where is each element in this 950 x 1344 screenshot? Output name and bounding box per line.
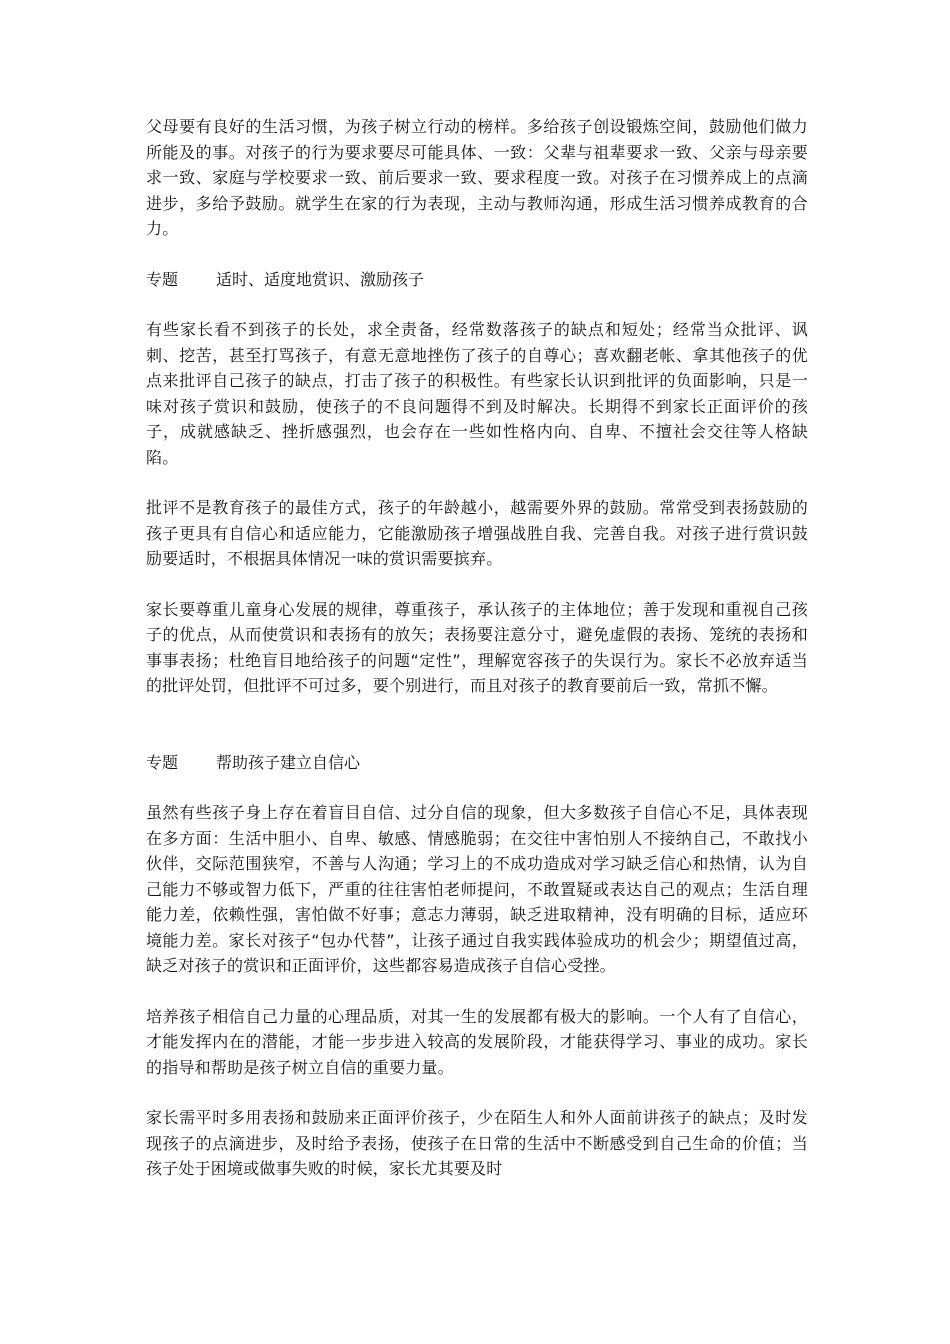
spacer [146, 979, 808, 1004]
heading-tag: 专题 [146, 752, 179, 772]
document-page [146, 114, 808, 1182]
paragraph-encouragement: 批评不是教育孩子的最佳方式，孩子的年龄越小，越需要外界的鼓励。常常受到表扬鼓励的孩子更具有自信心和适应能力，它能激励孩子增强战胜自我、完善自我。对孩子进行赏识鼓励要适时，不根据具体情况一味的赏识需要摈弃。 [146, 498, 808, 568]
heading-tag: 专题 [146, 269, 179, 289]
spacer [146, 1080, 808, 1105]
paragraph-habits: 父母要有良好的生活习惯，为孩子树立行动的榜样。多给孩子创设锻炼空间，鼓励他们做力所能及的事。对孩子的行为要求要尽可能具体、一致：父辈与祖辈要求一致、父亲与母亲要求一致、家庭与学校要求一致、前后要求一致、要求程度一致。对孩子在习惯养成上的点滴进步，多给予鼓励。就学生在家的行为表现，主动与教师沟通，形成生活习惯养成教育的合力。 [146, 117, 808, 238]
spacer [146, 470, 808, 495]
paragraph-low-confidence: 虽然有些孩子身上存在着盲目自信、过分自信的现象，但大多数孩子自信心不足，具体表现在多方面：生活中胆小、自卑、敏感、情感脆弱；在交往中害怕别人不接纳自己，不敢找小伙伴，交际范围狭窄，不善与人沟通；学习上的不成功造成对学习缺乏信心和热情，认为自己能力不够或智力低下，严重的往往害怕老师提问，不敢置疑或表达自己的观点；生活自理能力差，依赖性强，害怕做不好事；意志力薄弱，缺乏进取精神，没有明确的目标，适应环境能力差。家长对孩子“包办代替”，让孩子通过自我实践体验成功的机会少；期望值过高，缺乏对孩子的赏识和正面评价，这些都容易造成孩子自信心受挫。 [146, 803, 808, 975]
paragraph-respect: 家长要尊重儿童身心发展的规律，尊重孩子，承认孩子的主体地位；善于发现和重视自己孩子的优点，从而使赏识和表扬有的放矢；表扬要注意分寸，避免虚假的表扬、笼统的表扬和事事表扬；杜绝盲目地给孩子的问题“定性”，理解宽容孩子的失误行为。家长不必放弃适当的批评处罚，但批评不可过多，要个别进行，而且对孩子的教育要前后一致，常抓不懈。 [146, 599, 808, 695]
spacer [146, 242, 808, 267]
paragraph-self-belief: 培养孩子相信自己力量的心理品质，对其一生的发展都有极大的影响。一个人有了自信心，才能发挥内在的潜能，才能一步步进入较高的发展阶段，才能获得学习、事业的成功。家长的指导和帮助是孩子树立自信的重要力量。 [146, 1006, 808, 1077]
heading-title: 帮助孩子建立自信心 [216, 752, 361, 772]
spacer [146, 292, 808, 317]
heading-title: 适时、适度地赏识、激励孩子 [216, 269, 425, 289]
spacer [146, 775, 808, 800]
paragraph-parent-guidance: 家长需平时多用表扬和鼓励来正面评价孩子，少在陌生人和外人面前讲孩子的缺点；及时发现孩子的点滴进步，及时给予表扬，使孩子在日常的生活中不断感受到自己生命的价值；当孩子处于困境或做事失败的时候，家长尤其要及时 [146, 1108, 808, 1178]
section-heading-confidence [146, 750, 808, 776]
spacer [146, 572, 808, 597]
paragraph-criticism: 有些家长看不到孩子的长处，求全责备，经常数落孩子的缺点和短处；经常当众批评、讽刺、挖苦，甚至打骂孩子，有意无意地挫伤了孩子的自尊心；喜欢翻老帐、拿其他孩子的优点来批评自己孩子的缺点，打击了孩子的积极性。有些家长认识到批评的负面影响，只是一味对孩子赏识和鼓励，使孩子的不良问题得不到及时解决。长期得不到家长正面评价的孩子，成就感缺乏、挫折感强烈，也会存在一些如性格内向、自卑、不擅社会交往等人格缺陷。 [146, 320, 808, 467]
section-heading-praise [146, 267, 808, 293]
spacer [146, 699, 808, 750]
